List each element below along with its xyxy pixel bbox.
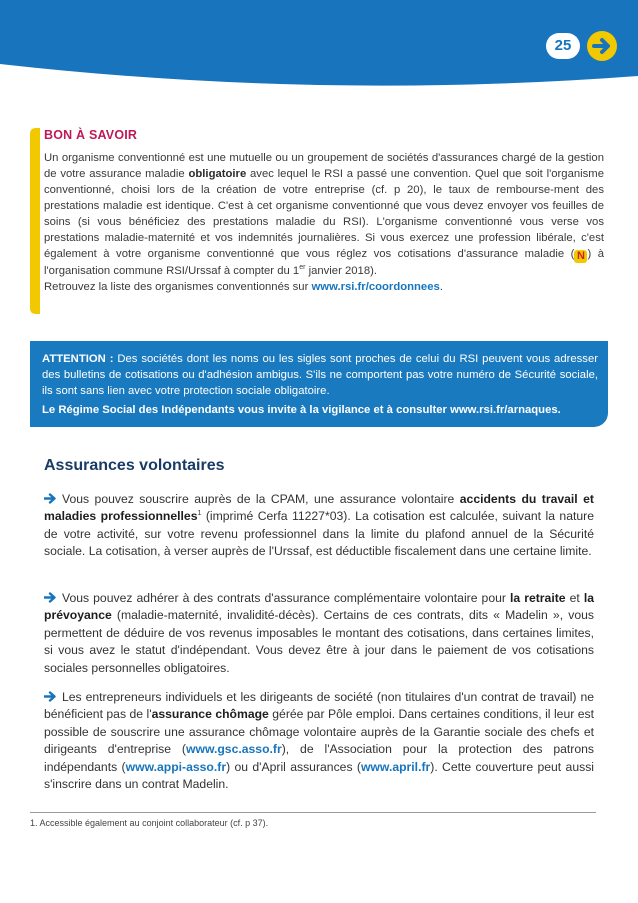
gsc-link[interactable]: www.gsc.asso.fr <box>185 742 282 757</box>
paragraph-accidents: Vous pouvez souscrire auprès de la CPAM, une assurance volontaire accidents du travail et maladies professionnelles$^1$ (imprimé Cerfa 11227*03). La cotisation est calculée, suivant la nature de votre activité, sur votre revenu professionnel dans la limite du plafond annuel de la Sécurité sociale. La cotisation, à verser auprès de l'Urssaf, est déductible fiscalement dans une certaine limite. <box>44 492 594 559</box>
next-page-arrow-icon[interactable] <box>587 31 617 61</box>
attention-text: ATTENTION : Des sociétés dont les noms ou les sigles sont proches de celui du RSI peuvent vous adresser des bulletins de cotisations ou d'adhésion ambigus. S'ils ne comportent pas votre numéro de Sécurité sociale, ils sont sans lien avec votre protection sociale obligatoire. <box>42 353 598 397</box>
paragraph-retraite: Vous pouvez adhérer à des contrats d'assurance complémentaire volontaire pour la retraite et la prévoyance (maladie-maternité, invalidité-décès). Certains de ces contrats, dits « Madelin », vous permettent de déduire de vos revenus imposables le montant des cotisations, dans certaines limites, si vous avez le statut d'indépendant. Vous devez être à jour dans le paiement de vos cotisations sociales personnelles obligatoires. <box>44 591 595 675</box>
page-header <box>0 0 638 90</box>
bullet-arrow-icon <box>44 691 58 702</box>
appi-link[interactable]: www.appi-asso.fr <box>125 759 227 774</box>
attention-box <box>30 341 608 427</box>
bullet-arrow-icon <box>44 493 58 504</box>
bullet-arrow-icon <box>44 592 58 603</box>
paragraph-chomage: Les entrepreneurs individuels et les dirigeants de société (non titulaires d'un contrat de travail) ne bénéficient pas de l'assurance chômage gérée par Pôle emploi. Dans certaines conditions, il leur est possible de souscrire une assurance chômage volontaire auprès de la Garantie sociale des chefs et dirigeants d'entreprise (www.gsc.asso.fr), de l'Association pour la protection des patrons indépendants (www.appi-asso.fr) ou d'April assurances (www.april.fr). Cette couverture peut aussi s'inscrire dans un contrat Madelin. <box>44 690 594 792</box>
april-link[interactable]: www.april.fr <box>360 759 431 774</box>
yellow-bracket-icon <box>30 128 40 314</box>
footnote-divider <box>30 812 596 813</box>
coordonnees-link[interactable]: www.rsi.fr/coordonnees <box>311 281 440 293</box>
page-number: 25 <box>546 33 580 59</box>
footnote: 1. Accessible également au conjoint collaborateur (cf. p 37). <box>30 818 269 828</box>
bon-a-savoir-title: BON À SAVOIR <box>44 128 138 142</box>
attention-label: ATTENTION : <box>42 353 114 365</box>
bon-a-savoir-text: Un organisme conventionné est une mutuelle ou un groupement de sociétés d'assurances chargé de la gestion de votre assurance maladie obligatoire avec lequel le RSI a passé une convention. Quel que soit l'organisme conventionné, choisi lors de la création de votre entreprise (cf. p 20), le taux de rembourse-ment des prestations maladie est identique. C'est à cet organisme conventionné que vous devez envoyer vos feuilles de soins (si vous bénéficiez des prestations maladie du RSI). L'organisme conventionné vous verse vos prestations maladie-maternité et vos indemnités journalières. Si vous exercez une profession libérale, c'est également à votre organisme conventionné que vous réglez vos cotisations d'assurance maladie ( N ) à l'organisation commune RSI/Urssaf à compter du 1er janvier 2018). Retrouvez la liste des organismes conventionnés sur www.rsi.fr/coordonnees. <box>44 152 604 293</box>
bon-a-savoir-box <box>30 128 604 314</box>
header-wave <box>0 0 638 90</box>
attention-warning: Le Régime Social des Indépendants vous invite à la vigilance et à consulter www.rsi.fr/arnaques. <box>42 404 561 416</box>
section-title: Assurances volontaires <box>44 457 225 474</box>
new-badge-icon: N <box>574 250 587 263</box>
